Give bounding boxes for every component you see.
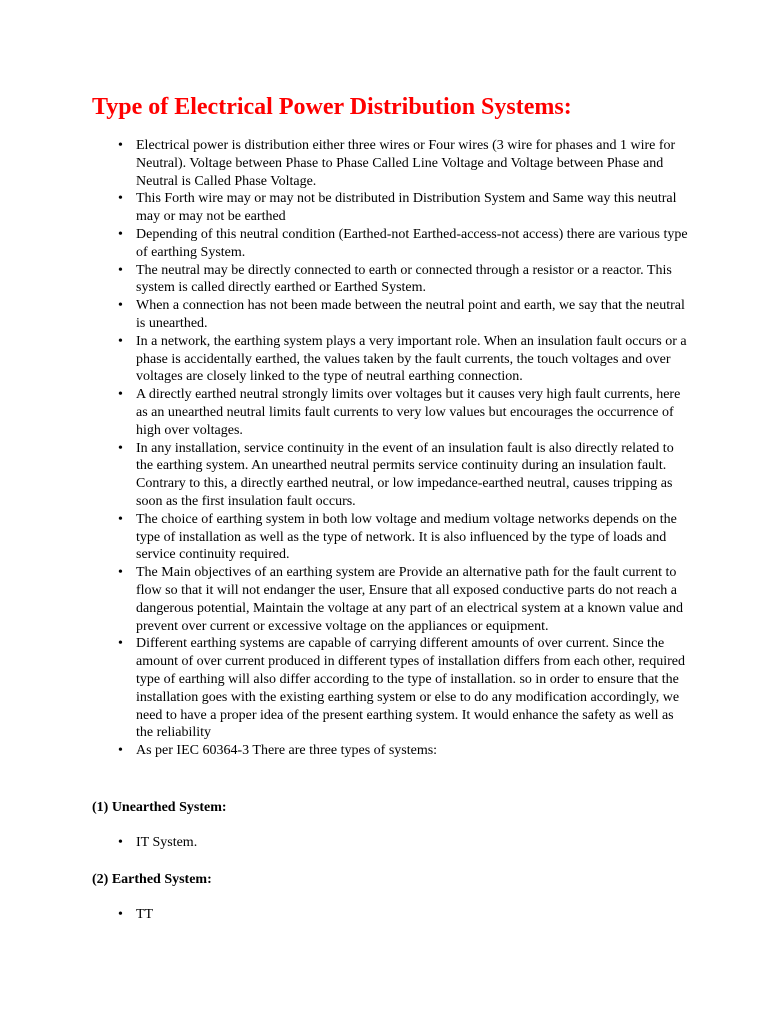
bullet-icon: • xyxy=(118,907,123,922)
list-item xyxy=(118,386,690,439)
bullet-icon: • xyxy=(118,298,123,314)
document-title: Type of Electrical Power Distribution Systems: xyxy=(92,94,572,120)
list-item xyxy=(118,564,690,635)
list-item-text: IT System. xyxy=(136,835,198,850)
list-item-text: Electrical power is distribution either three wires or Four wires (3 wire for phases and 1 wire for Neutral). Voltage between Phase to Phase Called Line Voltage and Voltage between Phase and Neutral is Called Phase Voltage. xyxy=(136,138,676,189)
bullet-icon: • xyxy=(118,743,123,759)
list-item-text: The choice of earthing system in both low voltage and medium voltage networks depends on the type of installation as well as the type of network. It is also influenced by the type of loads and service continuity required. xyxy=(136,511,677,563)
list-item xyxy=(118,137,690,190)
list-item-text: In any installation, service continuity in the event of an insulation fault is also directly related to the earthing system. An unearthed neutral permits service continuity during an insulation fault. Contrary to this, a directly earthed neutral, or low impedance-earthed neutral, causes tripping as soon as the first insulation fault occurs. xyxy=(136,440,674,509)
list-item xyxy=(118,635,690,742)
section-heading-earthed: (2) Earthed System: xyxy=(92,872,212,887)
bullet-icon: • xyxy=(118,226,123,242)
bullet-icon: • xyxy=(118,511,123,527)
list-item-text: The Main objectives of an earthing system are Provide an alternative path for the fault current to flow so that it will not endanger the user, Ensure that all exposed conductive parts do not reach a dangerous potential, Maintain the voltage at any part of an electrical system at a known value and prevent over current or excessive voltage on the appliances or equipment. xyxy=(136,565,683,634)
list-item xyxy=(118,906,690,924)
bullet-icon: • xyxy=(118,440,123,456)
list-item-text: When a connection has not been made between the neutral point and earth, we say that the neutral is unearthed. xyxy=(136,298,685,331)
list-item-text: Depending of this neutral condition (Earthed-not Earthed-access-not access) there are various type of earthing System. xyxy=(136,226,688,260)
main-bullet-list xyxy=(118,137,690,760)
list-item xyxy=(118,297,690,333)
earthed-system-list xyxy=(118,906,690,924)
list-item-text: Different earthing systems are capable of carrying different amounts of over current. Since the amount of over current produced in different types of installation differs from each other, required type of earthing will also differ according to the type of installation. so in order to ensure that the installation goes with the existing earthing system or else to do any modification accordingly, we need to have a proper idea of the present earthing system. It would enhance the safety as well as the reliability xyxy=(136,636,686,741)
list-item-text: A directly earthed neutral strongly limits over voltages but it causes very high fault currents, here as an unearthed neutral limits fault currents to very low values but encourages the occurrence of high over voltages. xyxy=(136,387,681,438)
list-item xyxy=(118,226,690,262)
bullet-icon: • xyxy=(118,191,123,207)
bullet-icon: • xyxy=(118,333,123,349)
bullet-icon: • xyxy=(118,565,123,581)
bullet-icon: • xyxy=(118,387,123,403)
list-item xyxy=(118,262,690,298)
bullet-icon: • xyxy=(118,835,123,850)
bullet-icon: • xyxy=(118,636,123,652)
list-item-text: This Forth wire may or may not be distributed in Distribution System and Same way this neutral may or may not be earthed xyxy=(136,191,677,225)
list-item xyxy=(118,333,690,386)
list-item-text: In a network, the earthing system plays a very important role. When an insulation fault occurs or a phase is accidentally earthed, the values taken by the fault currents, the touch voltages and over voltages are closely linked to the type of neutral earthing connection. xyxy=(136,333,687,385)
list-item xyxy=(118,742,690,760)
section-heading-unearthed: (1) Unearthed System: xyxy=(92,800,227,815)
list-item xyxy=(118,190,690,226)
list-item-text: TT xyxy=(136,907,154,922)
bullet-icon: • xyxy=(118,262,123,278)
list-item-text: As per IEC 60364-3 There are three types of systems: xyxy=(136,743,438,759)
bullet-icon: • xyxy=(118,138,123,153)
list-item xyxy=(118,440,690,511)
list-item xyxy=(118,834,690,852)
list-item xyxy=(118,511,690,564)
list-item-text: The neutral may be directly connected to earth or connected through a resistor or a reactor. This system is called directly earthed or Earthed System. xyxy=(136,262,672,296)
unearthed-system-list xyxy=(118,834,690,852)
